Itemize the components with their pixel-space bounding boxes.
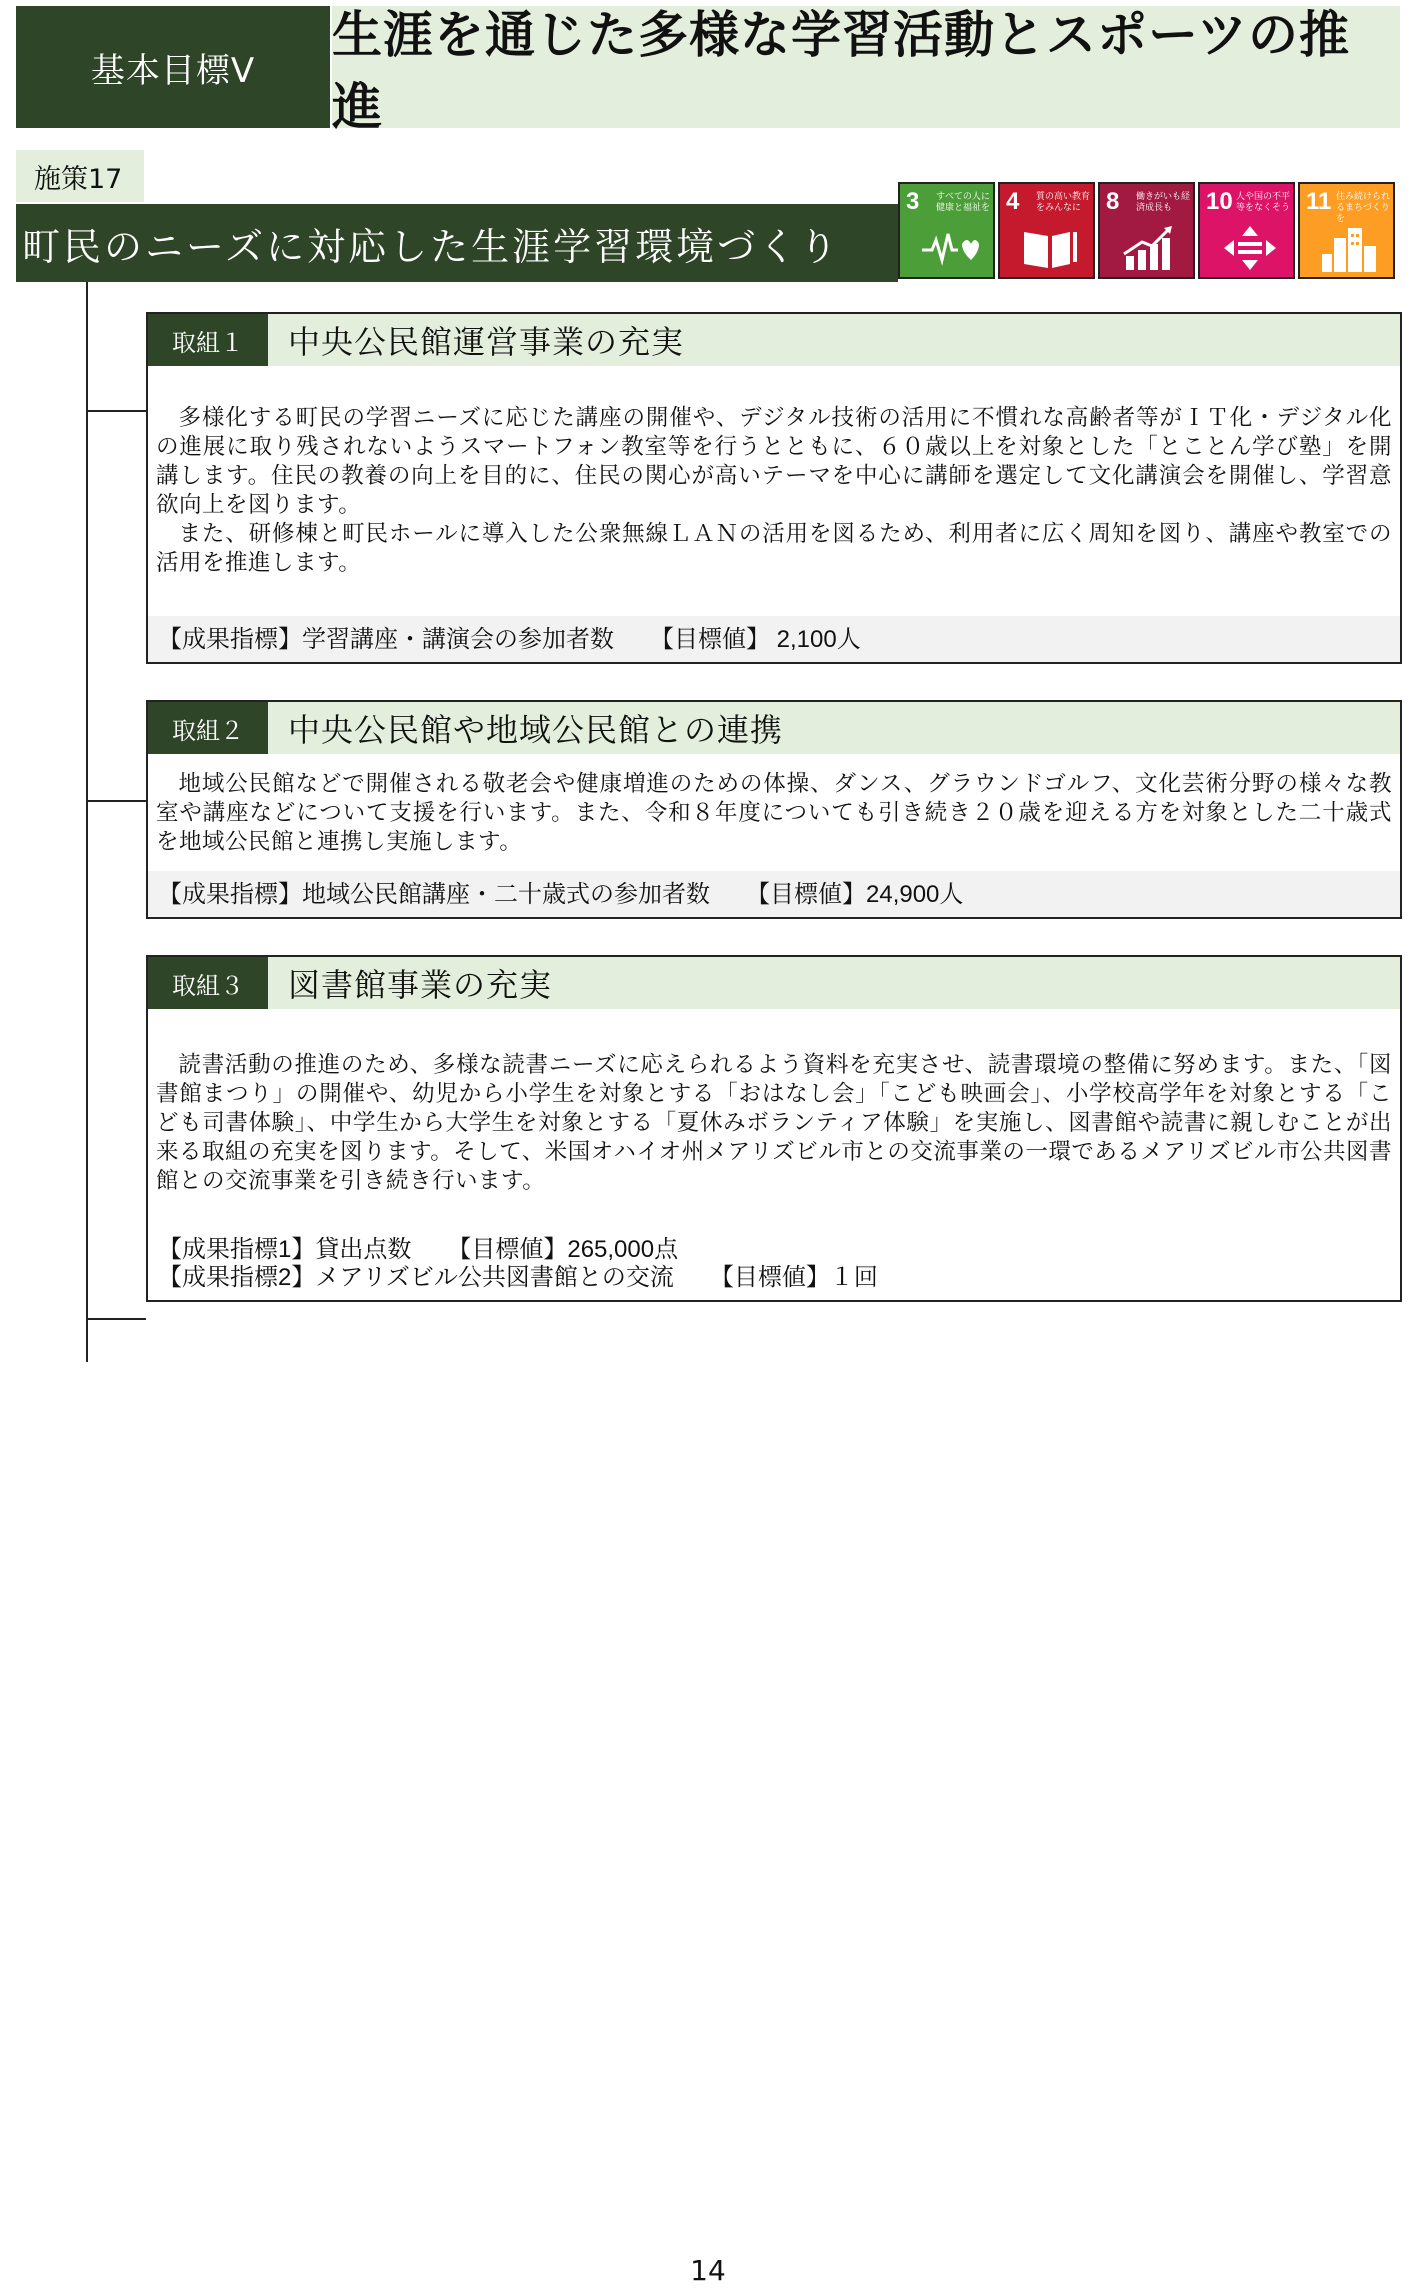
sdg-11-icon — [1298, 182, 1395, 279]
initiative-title: 中央公民館や地域公民館との連携 — [288, 711, 784, 749]
sdg-4-icon — [998, 182, 1095, 279]
heartbeat-icon — [920, 224, 980, 272]
initiative-box-1 — [146, 312, 1402, 664]
initiative-body — [148, 754, 1400, 871]
initiative-paragraph: 多様化する町民の学習ニーズに応じた講座の開催や、デジタル技術の活用に不慣れな高齢者等がＩＴ化・デジタル化の進展に取り残されないようスマートフォン教室等を行うとともに、６０歳以上を対象とした「とことん学び塾」を開講します。住民の教養の向上を目的に、住民の関心が高いテーマを中心に講師を選定して文化講演会を開催し、学習意欲向上を図ります。 — [156, 405, 1392, 518]
sdg-icons — [898, 182, 1395, 279]
tree-branch-line — [86, 410, 146, 412]
initiative-header — [148, 702, 1400, 754]
tree-branch-line — [86, 1318, 146, 1320]
result-indicators — [148, 1230, 1400, 1300]
sdg-text: 働きがいも経済成長も — [1136, 192, 1191, 213]
book-icon — [1020, 224, 1080, 272]
initiative-title: 中央公民館運営事業の充実 — [288, 323, 685, 361]
result-indicator: 【成果指標】学習講座・講演会の参加者数 【目標値】 2,100人 — [148, 616, 1400, 662]
initiative-header — [148, 957, 1400, 1009]
result-indicator: 【成果指標】地域公民館講座・二十歳式の参加者数 【目標値】24,900人 — [148, 871, 1400, 917]
growth-chart-icon — [1120, 224, 1180, 272]
sdg-number: 3 — [906, 188, 920, 215]
goal-title: 生涯を通じた多様な学習活動とスポーツの推進 — [332, 6, 1400, 128]
initiative-paragraph: 地域公民館などで開催される敬老会や健康増進のための体操、ダンス、グラウンドゴルフ、文化芸術分野の様々な教室や講座などについて支援を行います。また、令和８年度についても引き続き２０歳を迎える方を対象とした二十歳式を地域公民館と連携し実施します。 — [156, 771, 1392, 855]
sdg-text: 質の高い教育をみんなに — [1036, 192, 1091, 213]
tree-vertical-line — [86, 282, 88, 1362]
initiative-paragraph: 読書活動の推進のため、多様な読書ニーズに応えられるよう資料を充実させ、読書環境の整備に努めます。また、「図書館まつり」の開催や、幼児から小学生を対象とする「おはなし会」「こども映画会」、小学校高学年を対象とする「こども司書体験」、中学生から大学生を対象とする「夏休みボランティア体験」を実施し、図書館や読書に親しむことが出来る取組の充実を図ります。そして、米国オハイオ州メアリズビル市との交流事業の一環であるメアリズビル市公共図書館との交流事業を引き続き行います。 — [156, 1052, 1392, 1194]
sdg-number: 8 — [1106, 188, 1120, 215]
sdg-number: 11 — [1306, 188, 1332, 215]
initiative-body — [148, 1009, 1400, 1230]
goal-label: 基本目標Ⅴ — [16, 6, 330, 128]
page-number: 14 — [690, 2254, 726, 2287]
sdg-text: 住み続けられるまちづくりを — [1336, 192, 1391, 224]
result-indicator-1: 【成果指標1】貸出点数 【目標値】265,000点 — [158, 1236, 679, 1263]
sdg-3-icon — [898, 182, 995, 279]
initiative-box-2 — [146, 700, 1402, 919]
initiative-box-3 — [146, 955, 1402, 1302]
initiative-header — [148, 314, 1400, 366]
tree-branch-line — [86, 800, 146, 802]
initiative-paragraph: また、研修棟と町民ホールに導入した公衆無線ＬＡＮの活用を図るため、利用者に広く周知を図り、講座や教室での活用を推進します。 — [156, 521, 1392, 576]
city-icon — [1320, 224, 1380, 272]
initiative-tag: 取組２ — [148, 702, 268, 754]
result-indicator-2: 【成果指標2】メアリズビル公共図書館との交流 【目標値】１回 — [158, 1264, 878, 1291]
sdg-number: 4 — [1006, 188, 1020, 215]
initiative-body — [148, 366, 1400, 616]
sdg-10-icon — [1198, 182, 1295, 279]
policy-title: 町民のニーズに対応した生涯学習環境づくり — [16, 204, 898, 282]
initiative-tag: 取組１ — [148, 314, 268, 366]
sdg-number: 10 — [1206, 188, 1233, 215]
sdg-text: すべての人に健康と福祉を — [936, 192, 991, 213]
initiative-title: 図書館事業の充実 — [288, 966, 553, 1004]
sdg-text: 人や国の不平等をなくそう — [1236, 192, 1291, 213]
equality-icon — [1220, 224, 1280, 272]
sdg-8-icon — [1098, 182, 1195, 279]
policy-tag: 施策17 — [16, 150, 144, 202]
initiative-tag: 取組３ — [148, 957, 268, 1009]
